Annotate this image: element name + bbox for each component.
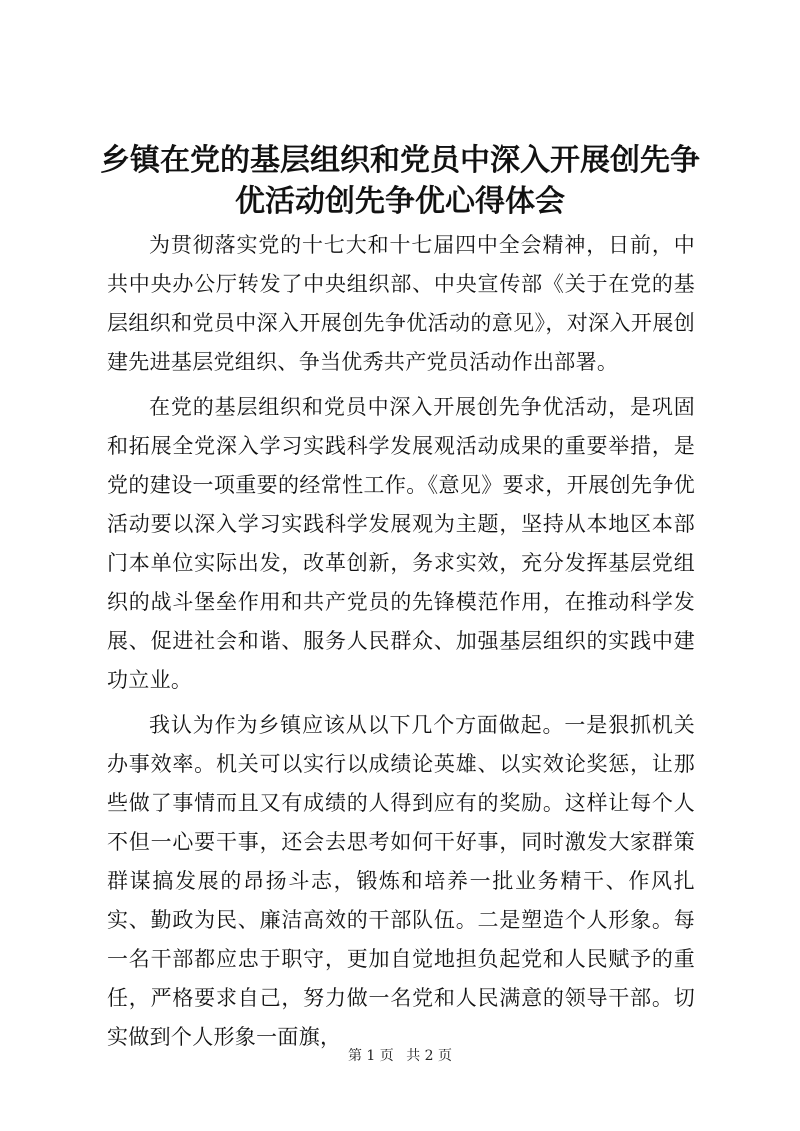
paragraph-1: 为贯彻落实党的十七大和十七届四中全会精神，日前，中共中央办公厅转发了中央组织部、中央宣传部《关于在党的基层组织和党员中深入开展创先争优活动的意见》，对深入开展创建先进基层党组织、争当优秀共产党员活动作出部署。 — [107, 233, 695, 374]
document-title: 乡镇在党的基层组织和党员中深入开展创先争优活动创先争优心得体会 — [100, 143, 700, 219]
page-number-current: 第 1 页 — [347, 1048, 394, 1064]
paragraph-2: 在党的基层组织和党员中深入开展创先争优活动，是巩固和拓展全党深入学习实践科学发展观活动成果的重要举措，是党的建设一项重要的经常性工作。《意见》要求，开展创先争优活动要以深入学习实践科学发展观为主题，坚持从本地区本部门本单位实际出发，改革创新，务求实效，充分发挥基层党组织的战斗堡垒作用和共产党员的先锋模范作用，在推动科学发展、促进社会和谐、服务人民群众、加强基层组织的实践中建功立业。 — [107, 395, 695, 692]
document-body — [107, 226, 695, 1057]
paragraph-3: 我认为作为乡镇应该从以下几个方面做起。一是狠抓机关办事效率。机关可以实行以成绩论英雄、以实效论奖惩，让那些做了事情而且又有成绩的人得到应有的奖励。这样让每个人不但一心要干事，还会去思考如何干好事，同时激发大家群策群谋搞发展的昂扬斗志，锻炼和培养一批业务精干、作风扎实、勤政为民、廉洁高效的干部队伍。二是塑造个人形象。每一名干部都应忠于职守，更加自觉地担负起党和人民赋予的重任，严格要求自己，努力做一名党和人民满意的领导干部。切实做到个人形象一面旗， — [107, 713, 695, 1049]
page-footer — [0, 1047, 800, 1065]
page-number-total: 共 2 页 — [406, 1048, 453, 1064]
